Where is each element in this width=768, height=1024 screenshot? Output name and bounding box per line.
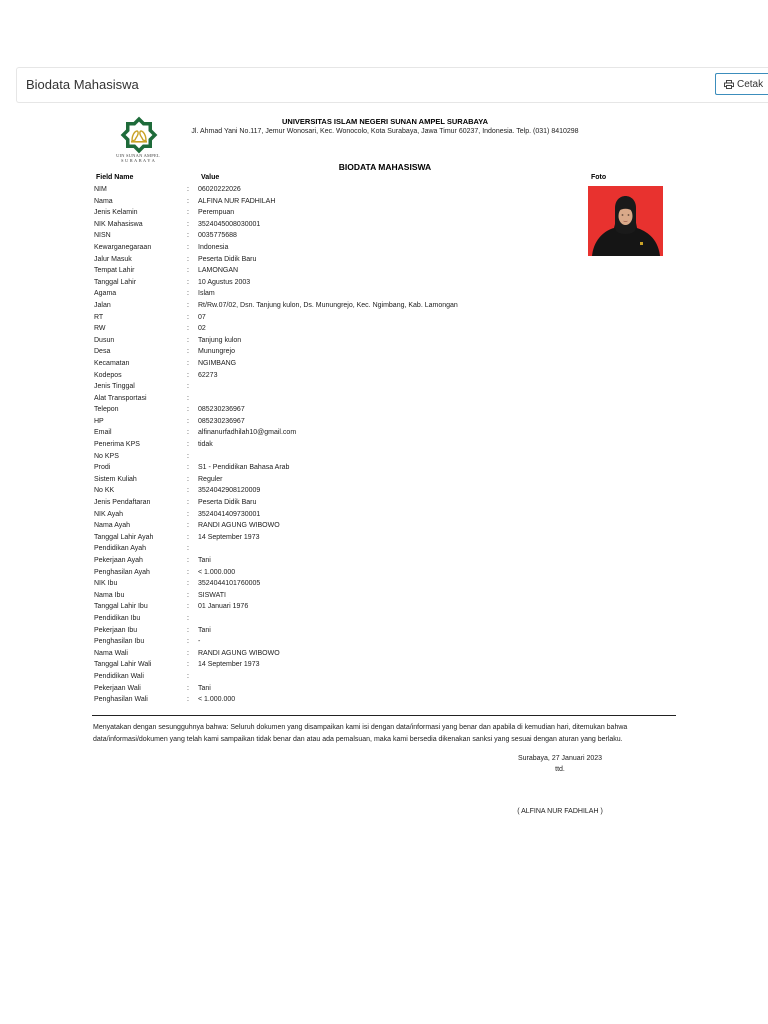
field-separator: :: [187, 313, 189, 321]
field-name: Tanggal Lahir: [94, 278, 137, 286]
field-name: Jenis Kelamin: [94, 209, 138, 217]
field-separator: :: [187, 580, 189, 588]
field-value: 01 Januari 1976: [198, 603, 249, 611]
field-value: Tanjung kulon: [198, 336, 242, 344]
field-separator: :: [187, 638, 189, 646]
table-row: [94, 521, 654, 533]
field-value: 14 September 1973: [198, 533, 260, 541]
table-row: [94, 417, 654, 429]
field-name: Penghasilan Wali: [94, 696, 148, 704]
table-row: [94, 220, 654, 232]
table-row: [94, 463, 654, 475]
field-name: Kecamatan: [94, 359, 130, 367]
print-button-label: Cetak: [737, 78, 764, 90]
table-row: [94, 231, 654, 243]
field-separator: :: [187, 383, 189, 391]
table-row: [94, 313, 654, 325]
field-separator: :: [187, 684, 189, 692]
field-value: < 1.000.000: [198, 568, 236, 576]
field-value: 10 Agustus 2003: [198, 278, 251, 286]
field-separator: :: [187, 348, 189, 356]
field-value: SISWATI: [198, 591, 226, 599]
field-value: 3524042908120009: [198, 487, 261, 495]
table-row: [94, 475, 654, 487]
field-value: -: [198, 638, 201, 646]
table-row: [94, 672, 654, 684]
field-value: Islam: [198, 290, 215, 298]
field-separator: :: [187, 441, 189, 449]
field-separator: :: [187, 290, 189, 298]
field-separator: :: [187, 475, 189, 483]
signature-name: ( ALFINA NUR FADHILAH ): [517, 808, 603, 815]
field-separator: :: [187, 232, 189, 240]
field-separator: :: [187, 591, 189, 599]
field-name: NIK Ibu: [94, 580, 118, 588]
field-value: LAMONGAN: [198, 267, 239, 275]
table-row: [94, 556, 654, 568]
field-name: Pendidikan Wali: [94, 672, 144, 680]
page-header-card: [16, 67, 768, 103]
section-divider: [92, 715, 676, 716]
field-name: Tanggal Lahir Ayah: [94, 533, 154, 541]
field-separator: :: [187, 557, 189, 564]
field-separator: :: [187, 371, 189, 379]
table-row: [94, 591, 654, 603]
table-row: [94, 208, 654, 220]
field-value: 085230236967: [198, 417, 245, 425]
field-separator: :: [187, 672, 189, 680]
field-separator: :: [187, 186, 189, 193]
field-name: NIK Ayah: [94, 510, 124, 518]
table-row: [94, 695, 654, 707]
field-separator: :: [187, 197, 189, 205]
field-separator: :: [187, 568, 189, 576]
table-row: [94, 440, 654, 452]
table-row: [94, 278, 654, 290]
signature-mark: ttd.: [555, 766, 565, 773]
field-name: Agama: [94, 290, 117, 298]
page-title: Biodata Mahasiswa: [26, 77, 139, 92]
field-value: 3524041409730001: [198, 510, 261, 518]
signature-place-date: Surabaya, 27 Januari 2023: [517, 755, 603, 762]
field-value: ALFINA NUR FADHILAH: [198, 197, 276, 205]
field-name: RW: [94, 325, 106, 333]
table-row: [94, 382, 654, 394]
university-address: Jl. Ahmad Yani No.117, Jemur Wonosari, Kec. Wonocolo, Kota Surabaya, Jawa Timur 60237, Indonesia. Telp. (031) 8410298: [191, 128, 579, 135]
column-header-photo: Foto: [591, 174, 607, 181]
table-row: [94, 301, 654, 313]
field-name: Penghasilan Ibu: [94, 638, 145, 646]
field-name: Tanggal Lahir Ibu: [94, 603, 148, 611]
field-separator: :: [187, 533, 189, 541]
field-value: RANDI AGUNG WIBOWO: [198, 522, 280, 530]
table-row: [94, 266, 654, 278]
print-button[interactable]: [715, 73, 768, 95]
field-value: Tani: [198, 626, 211, 634]
field-name: Jalur Masuk: [94, 255, 132, 263]
field-name: Telepon: [94, 406, 119, 414]
field-separator: :: [187, 522, 189, 530]
field-name: NIK Mahasiswa: [94, 220, 143, 228]
field-value: 07: [198, 313, 206, 321]
field-name: Pekerjaan Ayah: [94, 557, 143, 564]
field-separator: :: [187, 209, 189, 217]
field-name: Kodepos: [94, 371, 122, 379]
column-header-field: Field Name: [96, 174, 134, 181]
field-separator: :: [187, 220, 189, 228]
field-separator: :: [187, 359, 189, 367]
table-row: [94, 359, 654, 371]
table-row: [94, 255, 654, 267]
field-name: Sistem Kuliah: [94, 475, 137, 483]
field-name: Nama Ayah: [94, 522, 131, 530]
field-name: NISN: [94, 232, 111, 240]
table-row: [94, 660, 654, 672]
field-value: S1 - Pendidikan Bahasa Arab: [198, 464, 290, 472]
field-value: Perempuan: [198, 209, 235, 217]
field-value: 14 September 1973: [198, 661, 260, 669]
table-row: [94, 347, 654, 359]
table-row: [94, 626, 654, 638]
field-separator: :: [187, 429, 189, 437]
table-row: [94, 243, 654, 255]
table-row: [94, 394, 654, 406]
field-separator: :: [187, 452, 189, 460]
field-name: Jenis Tinggal: [94, 383, 135, 391]
field-name: Prodi: [94, 464, 111, 472]
field-separator: :: [187, 394, 189, 402]
logo-caption: UIN SUNAN AMPEL S U R A B A Y A: [116, 153, 160, 163]
field-separator: :: [187, 545, 189, 553]
printer-icon: [724, 80, 734, 89]
table-row: [94, 579, 654, 591]
field-separator: :: [187, 301, 189, 309]
table-row: [94, 371, 654, 383]
field-value: Munungrejo: [198, 348, 235, 356]
field-separator: :: [187, 510, 189, 518]
field-separator: :: [187, 487, 189, 495]
field-name: Jenis Pendaftaran: [94, 499, 151, 507]
field-name: Penghasilan Ayah: [94, 568, 150, 576]
field-separator: :: [187, 278, 189, 286]
table-row: [94, 289, 654, 301]
field-value: Reguler: [198, 475, 223, 483]
column-header-value: Value: [201, 174, 220, 181]
field-name: Desa: [94, 348, 111, 356]
field-name: RT: [94, 313, 104, 321]
biodata-table: [94, 185, 654, 707]
table-row: [94, 197, 654, 209]
table-row: [94, 510, 654, 522]
field-separator: :: [187, 499, 189, 507]
field-value: NGIMBANG: [198, 359, 237, 367]
field-name: Pendidikan Ibu: [94, 614, 141, 622]
field-name: Tanggal Lahir Wali: [94, 661, 152, 669]
field-name: Alat Transportasi: [94, 394, 147, 402]
table-row: [94, 649, 654, 661]
field-value: 62273: [198, 371, 218, 379]
field-value: 06020222026: [198, 186, 241, 193]
table-row: [94, 452, 654, 464]
field-value: 3524045008030001: [198, 220, 261, 228]
field-name: Nama: [94, 197, 113, 205]
field-value: Peserta Didik Baru: [198, 499, 257, 507]
field-name: Email: [94, 429, 112, 437]
field-name: Pekerjaan Wali: [94, 684, 141, 692]
table-row: [94, 684, 654, 696]
field-separator: :: [187, 336, 189, 344]
field-name: Penerima KPS: [94, 441, 140, 449]
table-row: [94, 185, 654, 197]
field-separator: :: [187, 243, 189, 251]
table-row: [94, 336, 654, 348]
field-value: Indonesia: [198, 243, 229, 251]
field-value: tidak: [198, 441, 213, 449]
field-value: 085230236967: [198, 406, 245, 414]
field-name: Tempat Lahir: [94, 267, 135, 275]
field-separator: :: [187, 267, 189, 275]
field-name: Pendidikan Ayah: [94, 545, 147, 553]
table-row: [94, 637, 654, 649]
field-name: HP: [94, 417, 104, 425]
field-value: < 1.000.000: [198, 696, 236, 704]
table-row: [94, 428, 654, 440]
field-value: Rt/Rw.07/02, Dsn. Tanjung kulon, Ds. Munungrejo, Kec. Ngimbang, Kab. Lamongan: [198, 301, 458, 309]
field-separator: :: [187, 406, 189, 414]
table-row: [94, 544, 654, 556]
table-row: [94, 614, 654, 626]
university-name: UNIVERSITAS ISLAM NEGERI SUNAN AMPEL SURABAYA: [281, 117, 488, 126]
field-separator: :: [187, 417, 189, 425]
field-value: Tani: [198, 684, 211, 692]
field-separator: :: [187, 603, 189, 611]
table-row: [94, 486, 654, 498]
field-value: 0035775688: [198, 232, 237, 240]
table-row: [94, 324, 654, 336]
field-value: Peserta Didik Baru: [198, 255, 257, 263]
field-separator: :: [187, 614, 189, 622]
declaration-text: Menyatakan dengan sesungguhnya bahwa: Seluruh dokumen yang disampaikan kami isi dengan data/informasi yang benar dan apabila di kemudian hari, ditemukan bahwa data/informasi/dokumen yang telah kami sampaikan tidak benar dan atau ada pemalsuan, maka kami bersedia dikenakan sanksi yang sesuai dengan aturan yang berlaku.: [93, 724, 628, 743]
field-separator: :: [187, 325, 189, 333]
field-name: Nama Wali: [94, 649, 128, 657]
field-separator: :: [187, 464, 189, 472]
field-name: No KK: [94, 487, 115, 495]
field-name: NIM: [94, 186, 107, 193]
field-separator: :: [187, 696, 189, 704]
field-separator: :: [187, 255, 189, 263]
field-name: Dusun: [94, 336, 115, 344]
table-row: [94, 533, 654, 545]
document-title: BIODATA MAHASISWA: [338, 162, 432, 172]
table-row: [94, 498, 654, 510]
field-value: Tani: [198, 557, 211, 564]
field-name: No KPS: [94, 452, 119, 460]
table-row: [94, 602, 654, 614]
field-separator: :: [187, 626, 189, 634]
field-name: Pekerjaan Ibu: [94, 626, 138, 634]
table-row: [94, 568, 654, 580]
field-name: Nama Ibu: [94, 591, 125, 599]
table-row: [94, 405, 654, 417]
field-value: RANDI AGUNG WIBOWO: [198, 649, 280, 657]
field-value: alfinanurfadhilah10@gmail.com: [198, 429, 297, 437]
field-value: 3524044101760005: [198, 580, 261, 588]
field-name: Kewarganegaraan: [94, 243, 152, 251]
field-separator: :: [187, 649, 189, 657]
field-separator: :: [187, 661, 189, 669]
field-value: 02: [198, 325, 206, 333]
field-name: Jalan: [94, 301, 111, 309]
